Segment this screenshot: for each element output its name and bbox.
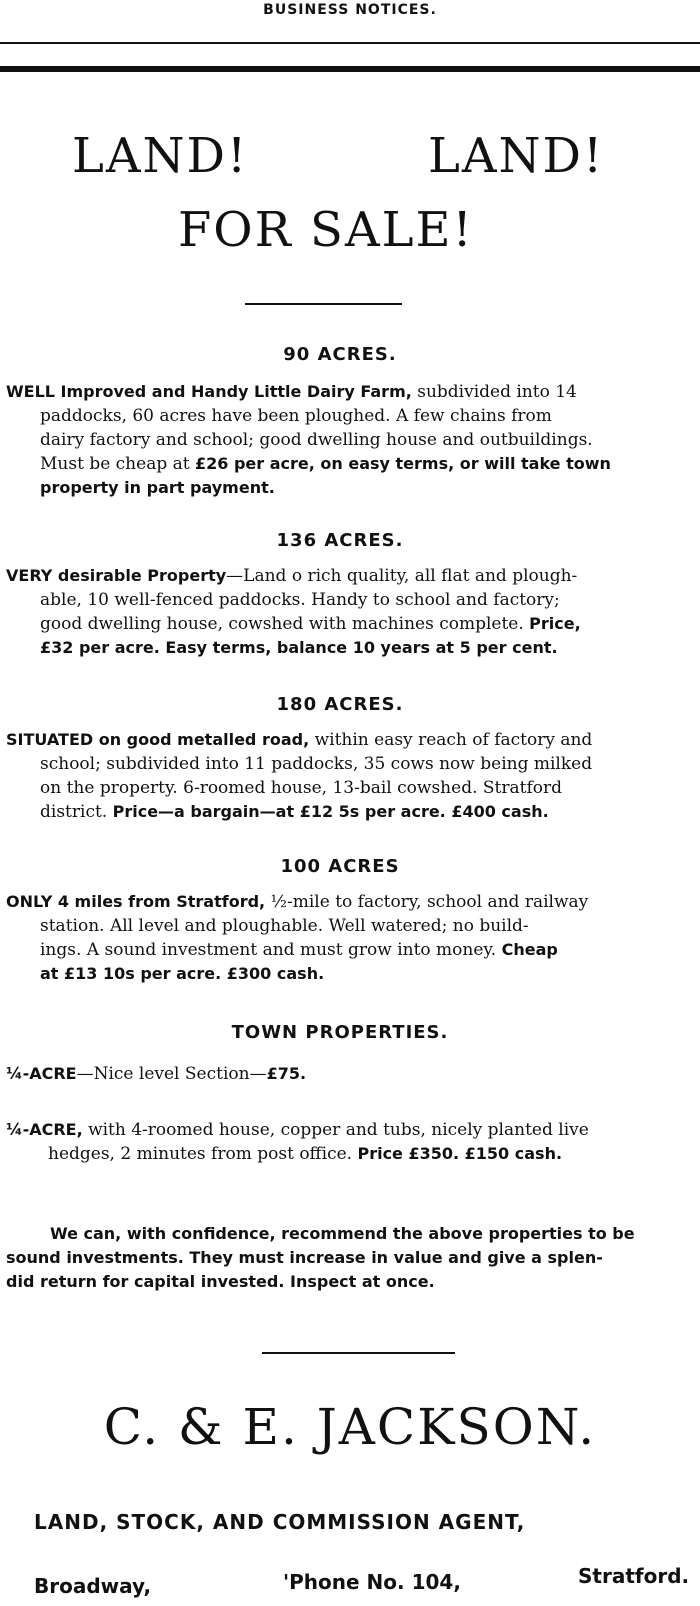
listing-text: —Nice level Section— <box>76 1064 267 1084</box>
listing-text: dairy factory and school; good dwelling house and outbuildings. <box>40 430 593 450</box>
listing-text: Must be cheap at <box>40 454 190 474</box>
listing-text: —Land o rich quality, all flat and plough- <box>226 566 578 586</box>
section-heading-town-properties: TOWN PROPERTIES. <box>231 1022 449 1043</box>
section-heading-100-acres: 100 ACRES <box>280 856 400 877</box>
closing-line: did return for capital invested. Inspect at once. <box>6 1272 435 1291</box>
listing-text: hedges, 2 minutes from post office. <box>48 1144 353 1164</box>
listing-lead: VERY desirable Property <box>6 566 227 585</box>
listing-price: £75. <box>266 1064 307 1083</box>
header-rule <box>0 42 700 44</box>
listing-text: subdivided into 14 <box>417 382 577 402</box>
listing-text: ings. A sound investment and must grow into money. <box>40 940 497 960</box>
listing-price: Cheap <box>501 940 558 959</box>
phone-number: 'Phone No. 104, <box>283 1570 461 1594</box>
listing-text: on the property. 6-roomed house, 13-bail cowshed. Stratford <box>40 778 562 798</box>
closing-line: sound investments. They must increase in value and give a splen- <box>6 1248 603 1267</box>
listing-price: £26 per acre, on easy terms, or will take town <box>195 454 611 473</box>
listing-text: within easy reach of factory and <box>314 730 593 750</box>
listing-price: Price—a bargain—at £12 5s per acre. £400 cash. <box>112 802 549 821</box>
divider <box>262 1352 455 1354</box>
listing-text: with 4-roomed house, copper and tubs, nicely planted live <box>88 1120 589 1140</box>
listing-lead: WELL Improved and Handy Little Dairy Farm, <box>6 382 412 401</box>
listing-lead: ONLY 4 miles from Stratford, <box>6 892 266 911</box>
listing-text: paddocks, 60 acres have been ploughed. A few chains from <box>40 406 552 426</box>
section-heading-180-acres: 180 ACRES. <box>276 694 404 715</box>
address-town: Stratford. <box>578 1564 690 1588</box>
listing-price: £32 per acre. Easy terms, balance 10 years at 5 per cent. <box>40 638 558 657</box>
listing-quarter-acre-house <box>6 1118 696 1166</box>
listing-text: school; subdivided into 11 paddocks, 35 cows now being milked <box>40 754 593 774</box>
divider <box>245 303 402 305</box>
listing-text: able, 10 well-fenced paddocks. Handy to school and factory; <box>40 590 560 610</box>
headline-for-sale: FOR SALE! <box>178 202 474 258</box>
listing-90-acres <box>6 380 696 500</box>
listing-lead: SITUATED on good metalled road, <box>6 730 310 749</box>
listing-lead: ¼-ACRE <box>6 1064 77 1083</box>
page-header-title: BUSINESS NOTICES. <box>263 2 437 18</box>
listing-price: at £13 10s per acre. £300 cash. <box>40 964 325 983</box>
header-rule-thick <box>0 66 700 72</box>
headline-land-left: LAND! <box>72 128 249 184</box>
listing-price: Price £350. £150 cash. <box>357 1144 563 1163</box>
address-street: Broadway, <box>34 1574 152 1598</box>
listing-136-acres <box>6 564 696 660</box>
listing-text: good dwelling house, cowshed with machines complete. <box>40 614 524 634</box>
closing-line: We can, with confidence, recommend the above properties to be <box>50 1224 635 1243</box>
firm-name: C. & E. JACKSON. <box>103 1398 597 1456</box>
listing-100-acres <box>6 890 696 986</box>
listing-quarter-acre-section <box>6 1062 696 1086</box>
section-heading-90-acres: 90 ACRES. <box>283 344 397 365</box>
section-heading-136-acres: 136 ACRES. <box>276 530 404 551</box>
listing-price: Price, <box>529 614 581 633</box>
listing-text: station. All level and ploughable. Well watered; no build- <box>40 916 529 936</box>
listing-price: property in part payment. <box>40 478 275 497</box>
listing-180-acres <box>6 728 696 824</box>
listing-text: district. <box>40 802 108 822</box>
listing-text: ½-mile to factory, school and railway <box>270 892 589 912</box>
closing-statement <box>6 1222 696 1294</box>
headline-land-right: LAND! <box>428 128 605 184</box>
listing-lead: ¼-ACRE, <box>6 1120 83 1139</box>
agent-description: LAND, STOCK, AND COMMISSION AGENT, <box>34 1510 526 1534</box>
